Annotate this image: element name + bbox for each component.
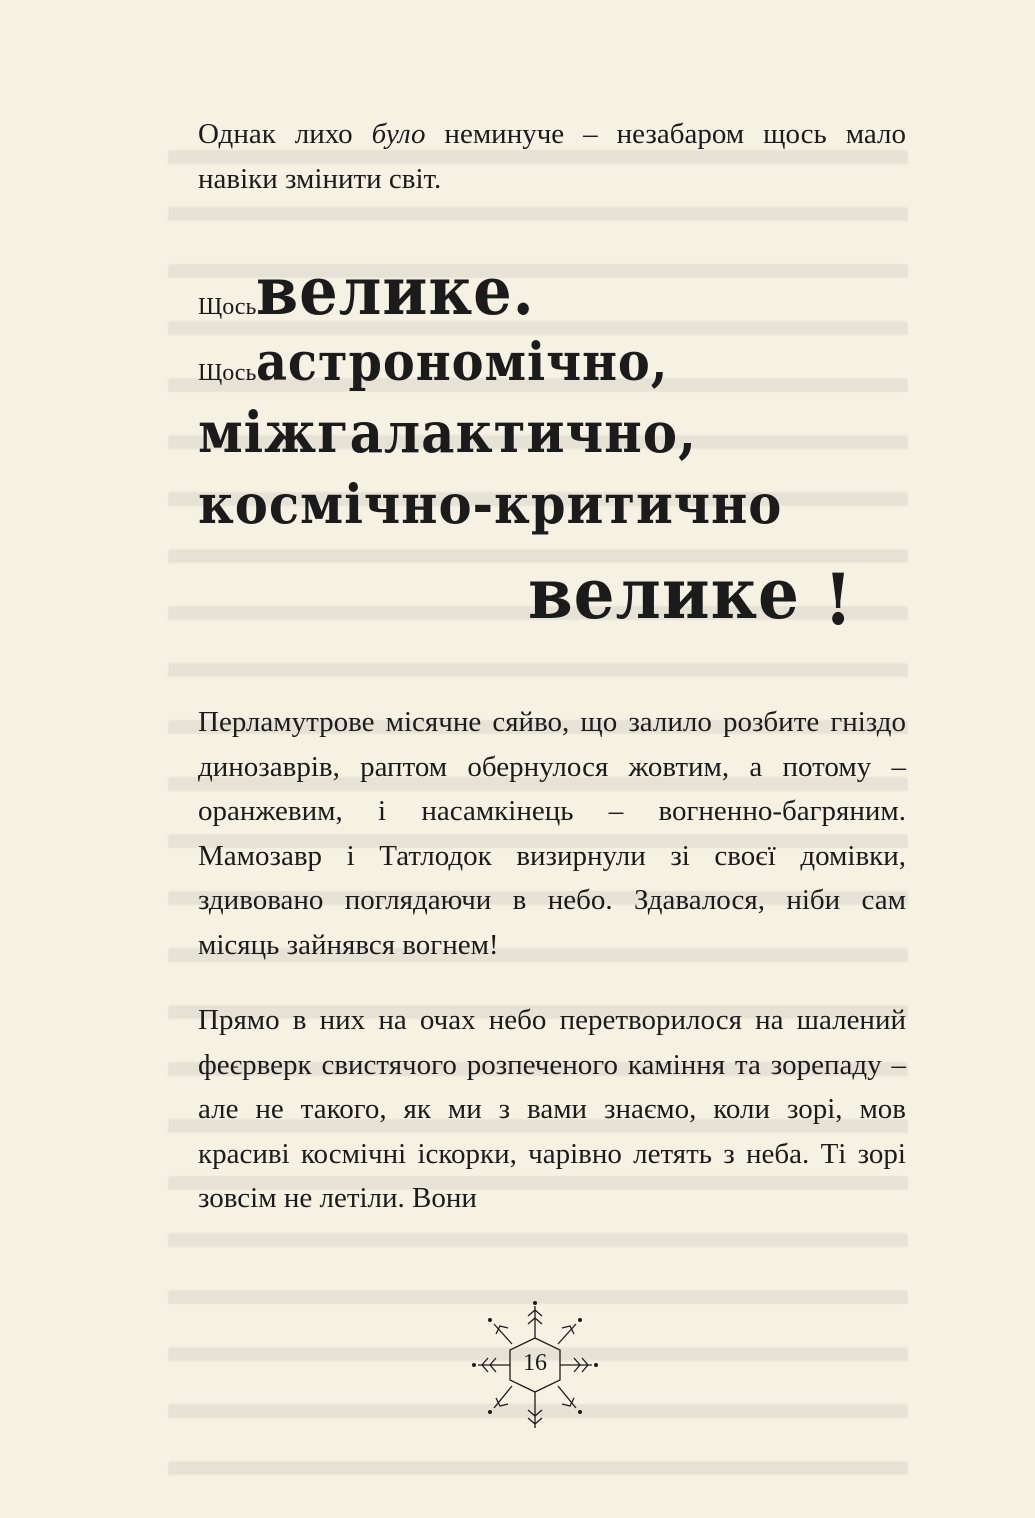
intro-italic: було [371, 118, 426, 150]
paragraph-fireworks: Прямо в них на очах небо перетворилося на шалений феєрверк свистячого розпеченого каміння та зорепаду – але не такого, як ми з вами знаємо, коли зорі, мов красиві космічні іскорки, чарівно летять з неба. Ті зорі зовсім не летіли. Вони [198, 1004, 906, 1214]
display-line-2-small: Щось [198, 360, 257, 386]
intro-text-start: Однак лихо [198, 118, 372, 150]
page-number: 16 [523, 1350, 547, 1376]
intro-text-end: неминуче – незабаром щось мало навіки змінити світ. [198, 118, 907, 195]
display-line-2-big: астрономічно, [256, 332, 669, 393]
display-line-3 [198, 400, 740, 466]
page-number-ornament [470, 1300, 600, 1435]
display-line-1-small: Щось [198, 294, 257, 320]
display-line-2 [198, 332, 705, 393]
display-line-5 [528, 552, 855, 641]
paragraph-intro [198, 112, 906, 201]
display-line-1 [198, 252, 559, 330]
display-exclamation: ! [823, 558, 853, 641]
paragraph-moonlight: Перламутрове місячне сяйво, що залило розбите гніздо динозаврів, раптом обернулося жовтим, а потому – оранжевим, і насамкінець – вогненно-багряним. Мамозавр і Татлодок визирнули зі своєї домівки, здивовано поглядаючи в небо. Здавалося, ніби сам місяць зайнявся вогнем! [198, 706, 906, 961]
display-line-4-big: космічно-критично [198, 472, 783, 536]
display-line-4 [198, 472, 833, 536]
display-line-3-big: міжгалактично, [198, 400, 697, 466]
display-line-1-big: велике. [256, 252, 536, 330]
display-line-5-big: велике [528, 552, 800, 635]
